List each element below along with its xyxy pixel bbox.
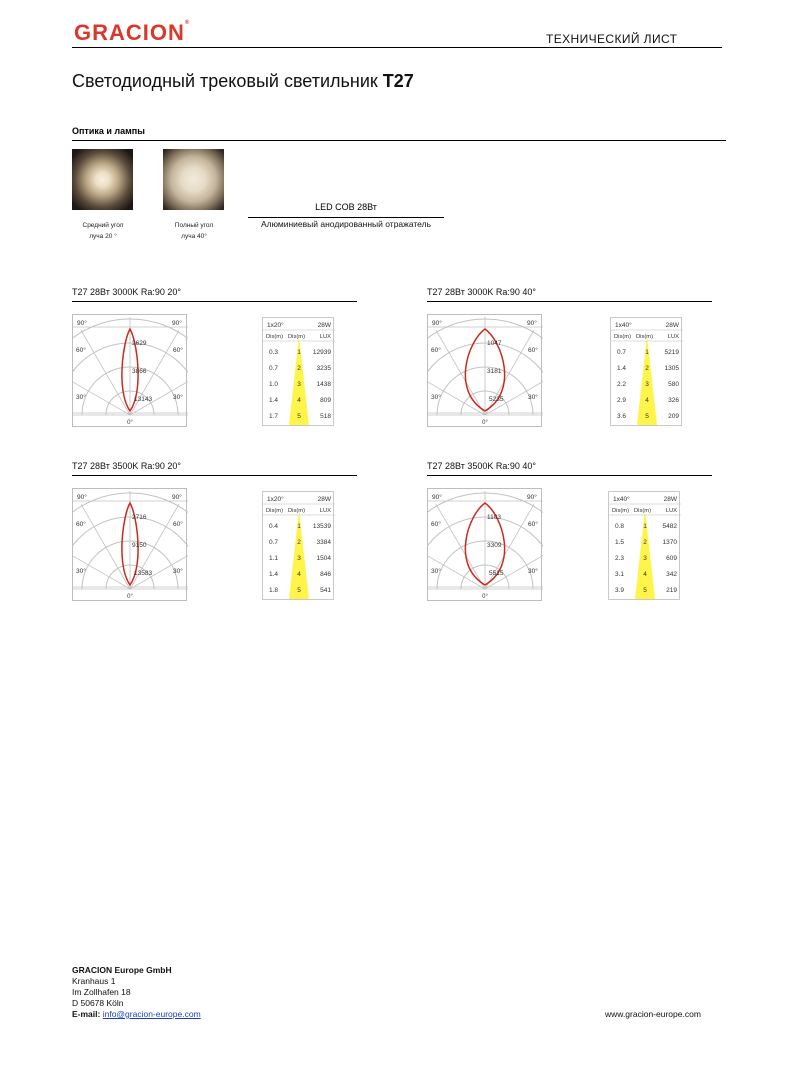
- lux-cell-distance: 3.6: [617, 413, 627, 420]
- lux-table: [610, 317, 682, 426]
- section-title: Оптика и лампы: [72, 126, 145, 136]
- polar-angle-label: 30°: [76, 394, 86, 401]
- lux-cell-index: 1: [643, 523, 647, 530]
- lux-cell-value: 342: [666, 571, 677, 578]
- lux-table: [262, 491, 334, 600]
- photometry-divider: [72, 301, 357, 302]
- lux-table-svg: [263, 318, 335, 427]
- lux-cell-distance: 1.4: [269, 397, 279, 404]
- lux-cell-index: 5: [297, 413, 301, 420]
- lux-cell-distance: 2.9: [617, 397, 627, 404]
- polar-grid-arc: [428, 343, 543, 415]
- lux-column-label: Dis(m): [288, 508, 306, 514]
- lux-cell-value: 846: [320, 571, 331, 578]
- polar-angle-label: 90°: [77, 320, 87, 327]
- lux-cell-distance: 1.0: [269, 381, 279, 388]
- lux-cell-value: 580: [668, 381, 679, 388]
- lux-header-label: 1x40°: [613, 496, 630, 503]
- beam-photo-medium: [72, 149, 133, 210]
- polar-angle-label: 0°: [127, 594, 133, 600]
- photometry-title: T27 28Вт 3500K Ra:90 40°: [427, 461, 536, 471]
- polar-angle-label: 30°: [528, 568, 538, 575]
- lux-table: [608, 491, 680, 600]
- polar-angle-label: 0°: [482, 420, 488, 426]
- polar-value-label: 3181: [487, 368, 502, 375]
- lux-cell-distance: 2.2: [617, 381, 627, 388]
- photometry-block: [427, 461, 717, 631]
- lux-column-label: Dis(m): [266, 334, 284, 340]
- lux-cell-index: 5: [643, 587, 647, 594]
- polar-angle-label: 60°: [528, 347, 538, 354]
- lux-header-label: 28W: [665, 322, 679, 329]
- lux-cell-distance: 0.4: [269, 523, 279, 530]
- polar-angle-label: 30°: [528, 394, 538, 401]
- lux-cell-index: 2: [643, 539, 647, 546]
- lux-column-label: LUX: [319, 508, 331, 514]
- header-divider: [72, 47, 722, 48]
- polar-angle-label: 90°: [432, 320, 442, 327]
- polar-grid-ray: [428, 366, 485, 415]
- lux-cell-distance: 3.9: [615, 587, 625, 594]
- polar-angle-label: 90°: [77, 494, 87, 501]
- polar-diagram-svg: [428, 489, 543, 602]
- lux-cell-index: 1: [297, 349, 301, 356]
- lux-column-label: Dis(m): [614, 334, 632, 340]
- polar-angle-label: 60°: [528, 521, 538, 528]
- footer-company: GRACION Europe GmbH: [72, 965, 172, 975]
- polar-angle-label: 60°: [431, 521, 441, 528]
- lux-column-label: Dis(m): [288, 334, 306, 340]
- polar-angle-label: 60°: [431, 347, 441, 354]
- polar-grid-ray: [428, 540, 485, 589]
- lux-cell-value: 3384: [316, 539, 331, 546]
- lux-cell-index: 3: [645, 381, 649, 388]
- polar-diagram: [427, 314, 542, 427]
- polar-grid-arc: [73, 517, 188, 589]
- lux-cell-value: 541: [320, 587, 331, 594]
- lux-cell-index: 3: [643, 555, 647, 562]
- lux-header-label: 28W: [663, 496, 677, 503]
- lux-cell-value: 1438: [316, 381, 331, 388]
- polar-angle-label: 60°: [76, 347, 86, 354]
- photometry-block: [427, 287, 717, 457]
- polar-grid-arc: [73, 343, 188, 415]
- polar-angle-label: 90°: [172, 320, 182, 327]
- polar-value-label: 1047: [487, 340, 502, 347]
- polar-value-label: 13583: [134, 570, 153, 577]
- polar-grid-arc: [428, 517, 543, 589]
- lux-table: [262, 317, 334, 426]
- lux-header-label: 28W: [317, 496, 331, 503]
- lux-cell-distance: 1.4: [269, 571, 279, 578]
- polar-angle-label: 90°: [432, 494, 442, 501]
- lux-cell-index: 2: [297, 365, 301, 372]
- lux-column-label: LUX: [665, 508, 677, 514]
- footer-address-3: D 50678 Köln: [72, 998, 124, 1008]
- lux-header-label: 1x20°: [267, 322, 284, 329]
- lux-table-svg: [263, 492, 335, 601]
- lux-cell-index: 4: [297, 571, 301, 578]
- lux-cell-index: 1: [645, 349, 649, 356]
- lux-cell-index: 4: [645, 397, 649, 404]
- footer-contact: [72, 965, 201, 1020]
- lux-column-label: Dis(m): [634, 508, 652, 514]
- polar-angle-label: 0°: [482, 594, 488, 600]
- lux-cell-index: 2: [645, 365, 649, 372]
- polar-angle-label: 90°: [527, 494, 537, 501]
- polar-angle-label: 90°: [527, 320, 537, 327]
- page-title: Светодиодный трековый светильник T27: [72, 71, 414, 91]
- lux-cell-distance: 1.1: [269, 555, 279, 562]
- lux-cell-index: 1: [297, 523, 301, 530]
- lux-cell-index: 5: [645, 413, 649, 420]
- photometry-divider: [427, 301, 712, 302]
- led-divider: [248, 217, 444, 218]
- lux-cell-distance: 0.7: [269, 365, 279, 372]
- lux-cell-distance: 0.3: [269, 349, 279, 356]
- email-link[interactable]: info@gracion-europe.com: [102, 1009, 201, 1019]
- lux-cell-value: 209: [668, 413, 679, 420]
- beam-caption-medium: Средний угол луча 20 °: [82, 222, 124, 240]
- led-type: LED COB 28Вт: [315, 202, 377, 212]
- lux-cell-index: 4: [643, 571, 647, 578]
- footer-address-1: Kranhaus 1: [72, 976, 116, 986]
- beam-caption-wide: Полный угол луча 40°: [174, 222, 214, 240]
- polar-angle-label: 30°: [173, 568, 183, 575]
- polar-value-label: 9150: [132, 542, 147, 549]
- polar-angle-label: 30°: [173, 394, 183, 401]
- polar-angle-label: 60°: [173, 347, 183, 354]
- lux-cell-distance: 1.5: [615, 539, 625, 546]
- photometry-title: T27 28Вт 3500K Ra:90 20°: [72, 461, 181, 471]
- polar-angle-label: 60°: [173, 521, 183, 528]
- lux-cell-value: 5482: [662, 523, 677, 530]
- lux-cell-index: 2: [297, 539, 301, 546]
- lux-header-label: 28W: [317, 322, 331, 329]
- polar-angle-label: 30°: [431, 394, 441, 401]
- photometry-divider: [427, 475, 712, 476]
- lux-cell-value: 1305: [664, 365, 679, 372]
- lux-cell-value: 518: [320, 413, 331, 420]
- beam-photo-wide: [163, 149, 224, 210]
- lux-cell-distance: 1.7: [269, 413, 279, 420]
- polar-diagram: [72, 488, 187, 601]
- website-url: www.gracion-europe.com: [605, 1009, 701, 1019]
- lux-cell-value: 219: [666, 587, 677, 594]
- polar-angle-label: 0°: [127, 420, 133, 426]
- lux-header-label: 1x40°: [615, 322, 632, 329]
- polar-diagram-svg: [73, 489, 188, 602]
- lux-column-label: Dis(m): [636, 334, 654, 340]
- photometry-block: [72, 287, 362, 457]
- photometry-block: [72, 461, 362, 631]
- lux-cell-value: 3235: [316, 365, 331, 372]
- section-divider: [72, 140, 726, 141]
- polar-diagram-svg: [428, 315, 543, 428]
- polar-angle-label: 30°: [431, 568, 441, 575]
- lux-cell-value: 13539: [312, 523, 331, 530]
- lux-cell-value: 326: [668, 397, 679, 404]
- reflector-type: Алюминиевый анодированный отражатель: [260, 219, 432, 229]
- polar-value-label: 3309: [487, 542, 502, 549]
- lux-table-svg: [609, 492, 681, 601]
- polar-angle-label: 90°: [172, 494, 182, 501]
- lux-cell-value: 12939: [312, 349, 331, 356]
- lux-cell-index: 5: [297, 587, 301, 594]
- lux-cell-distance: 0.7: [617, 349, 627, 356]
- polar-value-label: 2629: [132, 340, 147, 347]
- lux-column-label: LUX: [319, 334, 331, 340]
- footer-email-row: [72, 1009, 201, 1020]
- lux-cell-index: 3: [297, 381, 301, 388]
- lux-cell-value: 1504: [316, 555, 331, 562]
- email-label: E-mail:: [72, 1009, 101, 1019]
- polar-value-label: 5235: [489, 396, 504, 403]
- lux-header-label: 1x20°: [267, 496, 284, 503]
- polar-diagram: [72, 314, 187, 427]
- polar-value-label: 3866: [132, 368, 147, 375]
- polar-angle-label: 30°: [76, 568, 86, 575]
- lux-cell-value: 1370: [662, 539, 677, 546]
- lux-cell-distance: 1.4: [617, 365, 627, 372]
- lux-cell-value: 609: [666, 555, 677, 562]
- polar-diagram-svg: [73, 315, 188, 428]
- photometry-title: T27 28Вт 3000K Ra:90 40°: [427, 287, 536, 297]
- polar-angle-label: 60°: [76, 521, 86, 528]
- lux-cell-distance: 0.8: [615, 523, 625, 530]
- lux-cell-distance: 2.3: [615, 555, 625, 562]
- lux-cell-index: 3: [297, 555, 301, 562]
- lux-column-label: Dis(m): [266, 508, 284, 514]
- lux-table-svg: [611, 318, 683, 427]
- lux-cell-index: 4: [297, 397, 301, 404]
- lux-cell-distance: 0.7: [269, 539, 279, 546]
- polar-value-label: 1103: [487, 514, 501, 521]
- lux-cell-value: 5219: [664, 349, 679, 356]
- lux-cell-distance: 3.1: [615, 571, 625, 578]
- polar-value-label: 13143: [134, 396, 153, 403]
- lux-column-label: LUX: [667, 334, 679, 340]
- polar-value-label: 5515: [489, 570, 504, 577]
- document-type: ТЕХНИЧЕСКИЙ ЛИСТ: [546, 32, 678, 46]
- model-name: T27: [382, 71, 414, 91]
- lux-cell-value: 809: [320, 397, 331, 404]
- lux-cell-distance: 1.8: [269, 587, 279, 594]
- polar-value-label: 2716: [132, 514, 147, 521]
- footer-address-2: Im Zollhafen 18: [72, 987, 131, 997]
- polar-diagram: [427, 488, 542, 601]
- lux-column-label: Dis(m): [612, 508, 630, 514]
- photometry-title: T27 28Вт 3000K Ra:90 20°: [72, 287, 181, 297]
- company-logo: GRACION®: [74, 20, 191, 45]
- photometry-divider: [72, 475, 357, 476]
- registered-mark-icon: ®: [184, 20, 191, 26]
